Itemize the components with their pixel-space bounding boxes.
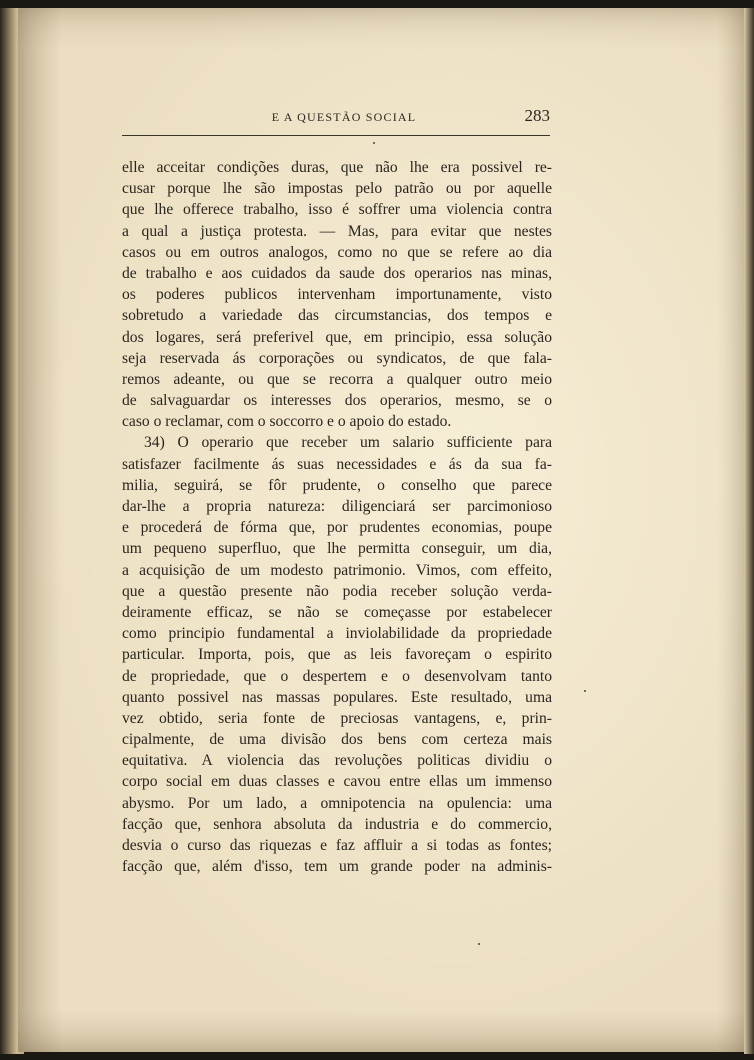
text-line: cipalmente, de uma divisão dos bens com certeza mais bbox=[122, 731, 552, 749]
text-line: quanto possivel nas massas populares. Este resultado, uma bbox=[122, 688, 552, 706]
page-edge bbox=[744, 8, 754, 1054]
text-line: desvia o curso das riquezas e faz affluir a si todas as fontes; bbox=[122, 837, 552, 854]
text-line: e procederá de fórma que, por prudentes economias, poupe bbox=[122, 519, 552, 537]
text-line: de trabalho e aos cuidados da saude dos operarios nas minas, bbox=[122, 264, 552, 282]
paragraph-start-line: 34) O operario que receber um salario sufficiente para bbox=[144, 434, 552, 452]
ink-speck bbox=[373, 142, 375, 144]
text-line: um pequeno superfluo, que lhe permitta conseguir, um dia, bbox=[122, 540, 552, 558]
text-line: de salvaguardar os interesses dos operarios, mesmo, se o bbox=[122, 392, 552, 410]
text-line: seja reservada ás corporações ou syndicatos, de que fala- bbox=[122, 349, 552, 367]
page-number: 283 bbox=[524, 106, 550, 125]
text-line: facção que, além d'isso, tem um grande poder na adminis- bbox=[122, 858, 552, 876]
text-line: sobretudo a variedade das circumstancias, dos tempos e bbox=[122, 307, 552, 325]
text-line: casos ou em outros analogos, como no que se refere ao dia bbox=[122, 243, 552, 261]
text-line: a qual a justiça protesta. — Mas, para evitar que nestes bbox=[122, 222, 552, 240]
text-line: satisfazer facilmente ás suas necessidades e ás da sua fa- bbox=[122, 455, 552, 473]
text-line: equitativa. A violencia das revoluções politicas dividiu o bbox=[122, 752, 552, 770]
text-line: cusar porque lhe são impostas pelo patrão ou por aquelle bbox=[122, 180, 552, 198]
text-line: caso o reclamar, com o soccorro e o apoio do estado. bbox=[122, 413, 452, 431]
text-line: milia, seguirá, se fôr prudente, o conselho que parece bbox=[122, 476, 552, 494]
text-line: particular. Importa, pois, que as leis favoreçam o espirito bbox=[122, 646, 552, 664]
text-line: vez obtido, seria fonte de preciosas vantagens, e, prin- bbox=[122, 709, 552, 727]
body-text bbox=[122, 157, 552, 877]
header-rule bbox=[122, 135, 550, 136]
running-head: E A QUESTÃO SOCIAL bbox=[271, 110, 417, 124]
text-line: elle acceitar condições duras, que não lhe era possivel re- bbox=[122, 159, 552, 176]
text-line: abysmo. Por um lado, a omnipotencia na opulencia: uma bbox=[122, 794, 552, 812]
text-line: de propriedade, que o despertem e o desenvolvam tanto bbox=[122, 667, 552, 685]
ink-speck bbox=[478, 943, 480, 945]
text-line: corpo social em duas classes e cavou entre ellas um immenso bbox=[122, 773, 552, 791]
text-line: os poderes publicos intervenham importunamente, visto bbox=[122, 286, 552, 304]
text-line: que lhe offerece trabalho, isso é soffrer uma violencia contra bbox=[122, 201, 552, 219]
text-line: como principio fundamental a inviolabilidade da propriedade bbox=[122, 625, 552, 643]
page-header bbox=[122, 106, 550, 130]
text-line: dar-lhe a propria natureza: diligenciará ser parcimonioso bbox=[122, 498, 552, 515]
text-line: dos logares, será preferivel que, em principio, essa solução bbox=[122, 328, 552, 346]
text-line: deiramente efficaz, se não se começasse por estabelecer bbox=[122, 603, 552, 621]
text-line: remos adeante, ou que se recorra a qualquer outro meio bbox=[122, 370, 552, 388]
text-line: a acquisição de um modesto patrimonio. Vimos, com effeito, bbox=[122, 561, 552, 579]
ink-speck bbox=[584, 690, 586, 692]
text-line: facção que, senhora absoluta da industria e do commercio, bbox=[122, 815, 552, 833]
text-line: que a questão presente não podia receber solução verda- bbox=[122, 582, 552, 600]
